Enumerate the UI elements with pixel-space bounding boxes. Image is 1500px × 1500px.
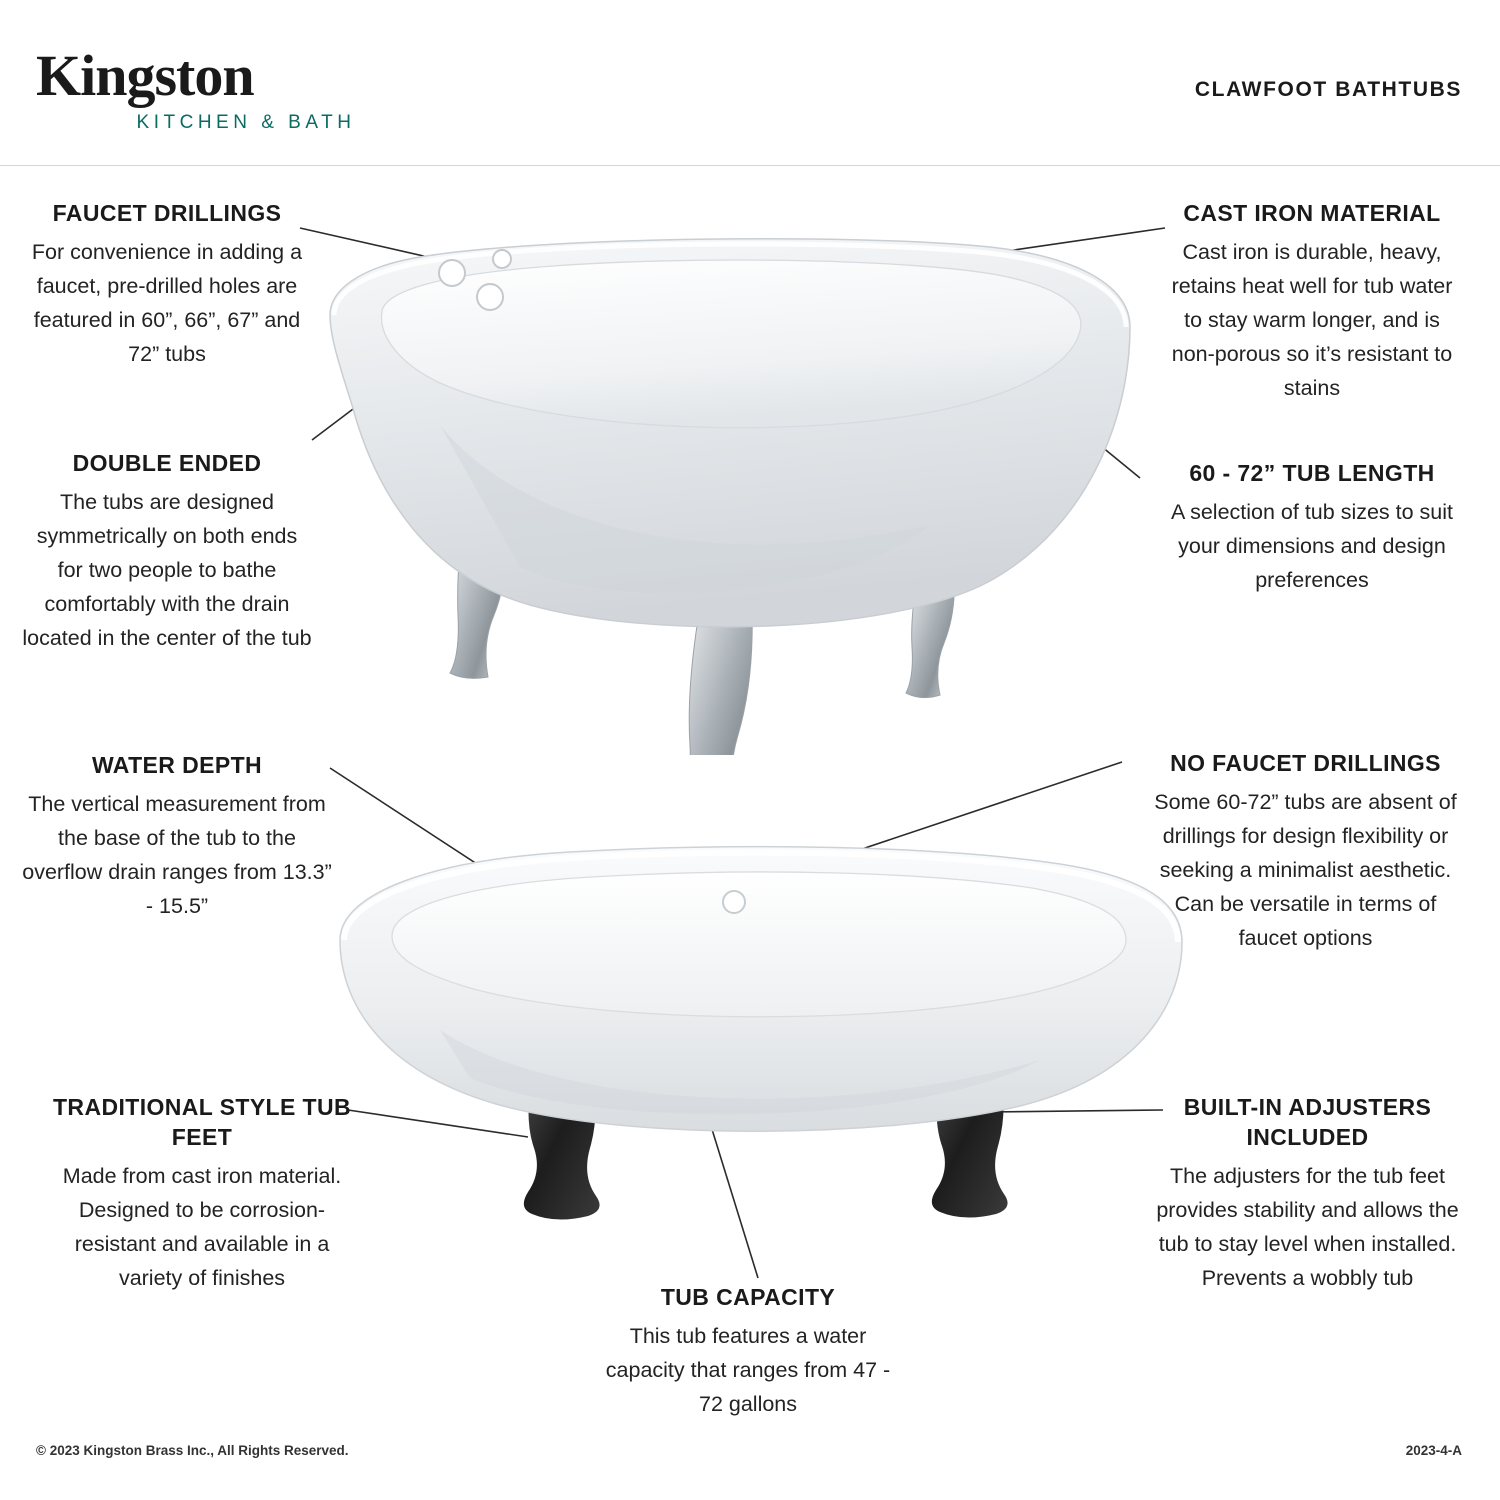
page-header (0, 0, 1500, 166)
brand-name: Kingston (36, 43, 254, 108)
callout-cast-iron-material (1162, 198, 1462, 405)
callout-title: BUILT-IN ADJUSTERS INCLUDED (1183, 1094, 1432, 1150)
brand-tagline: KITCHEN & BATH (136, 112, 356, 133)
callout-body: The adjusters for the tub feet provides stability and allows the tub to stay level when installed. Prevents a wobbly tub (1156, 1164, 1459, 1290)
callout-title: CAST IRON MATERIAL (1183, 200, 1441, 226)
clawfoot-tub-slipper-image (290, 195, 1170, 755)
callout-tub-length (1162, 458, 1462, 597)
callout-body: Some 60-72” tubs are absent of drillings for design flexibility or seeking a minimalist aesthetic. Can be versatile in terms of faucet options (1154, 790, 1457, 950)
faucet-hole-center (493, 250, 511, 268)
document-code: 2023-4-A (1405, 1443, 1462, 1458)
callout-title: TRADITIONAL STYLE TUB FEET (52, 1094, 352, 1150)
callout-title: TUB CAPACITY (660, 1284, 836, 1310)
callout-title: WATER DEPTH (91, 752, 263, 778)
center-drain (723, 891, 745, 913)
callout-faucet-drillings (22, 198, 312, 371)
callout-title: DOUBLE ENDED (72, 450, 262, 476)
callout-body: Cast iron is durable, heavy, retains heat well for tub water to stay warm longer, and is non-porous so it’s resistant to stains (1171, 240, 1453, 400)
callout-body: Made from cast iron material. Designed to be corrosion-resistant and available in a variety of finishes (62, 1164, 342, 1290)
callout-water-depth (22, 750, 332, 923)
callout-built-in-adjusters (1155, 1092, 1460, 1295)
copyright-text: © 2023 Kingston Brass Inc., All Rights Reserved. (36, 1443, 349, 1458)
callout-body: For convenience in adding a faucet, pre-drilled holes are featured in 60”, 66”, 67” and 72” tubs (31, 240, 303, 366)
callout-tub-capacity (598, 1282, 898, 1421)
page-title: CLAWFOOT BATHTUBS (1194, 78, 1462, 101)
brand-logo (36, 43, 476, 134)
callout-title: FAUCET DRILLINGS (52, 200, 282, 226)
callout-traditional-style-tub-feet (52, 1092, 352, 1295)
callout-title: 60 - 72” TUB LENGTH (1189, 460, 1435, 486)
callout-no-faucet-drillings (1148, 748, 1463, 955)
callout-body: A selection of tub sizes to suit your dimensions and design preferences (1170, 500, 1454, 592)
callout-body: The vertical measurement from the base of the tub to the overflow drain ranges from 13.3” - 15.5” (22, 792, 332, 918)
faucet-hole-left (439, 260, 465, 286)
callout-body: This tub features a water capacity that ranges from 47 - 72 gallons (605, 1324, 891, 1416)
callout-title: NO FAUCET DRILLINGS (1170, 750, 1441, 776)
faucet-hole-right (477, 284, 503, 310)
clawfoot-tub-double-ended-image (320, 820, 1200, 1300)
callout-double-ended (22, 448, 312, 655)
callout-body: The tubs are designed symmetrically on both ends for two people to bathe comfortably with the drain located in the center of the tub (22, 490, 312, 650)
